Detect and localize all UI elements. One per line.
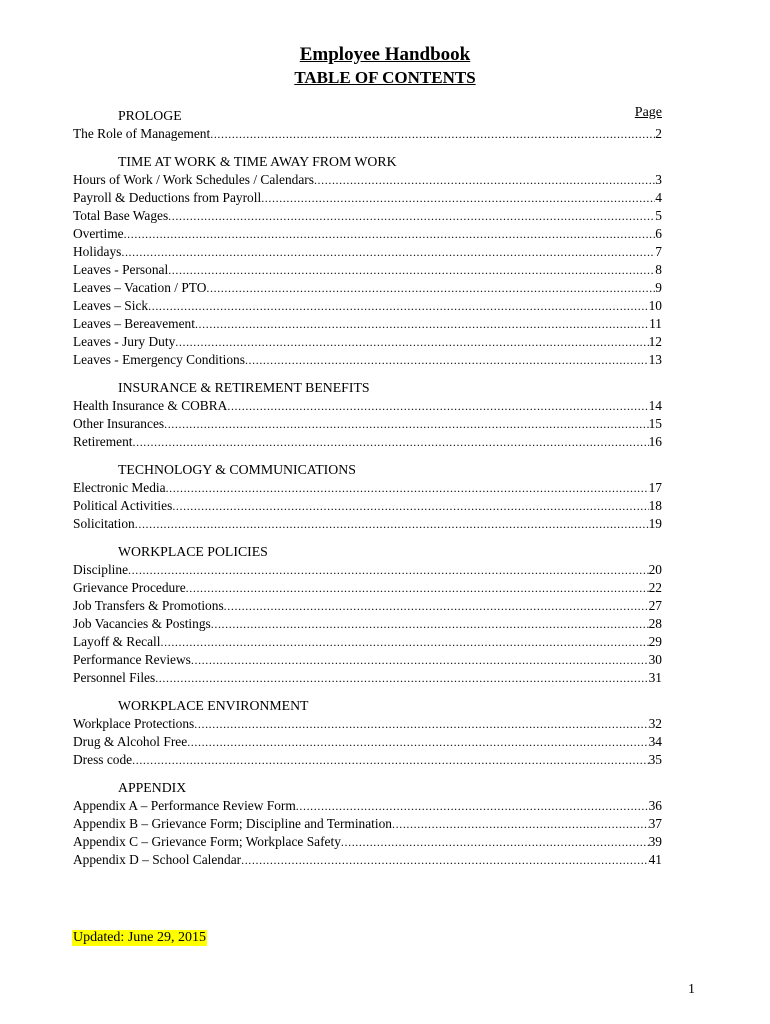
page-number: 1 xyxy=(688,982,695,997)
dot-leader xyxy=(135,515,649,533)
toc-section xyxy=(73,153,662,369)
toc-section xyxy=(73,543,662,687)
dot-leader xyxy=(175,333,648,351)
entry-page-number: 32 xyxy=(648,716,662,731)
entry-title: Leaves - Jury Duty xyxy=(73,334,176,349)
page-column-label: Page xyxy=(634,105,662,120)
dot-leader xyxy=(168,261,655,279)
entry-page-number: 12 xyxy=(648,334,662,349)
dot-leader xyxy=(128,561,649,579)
entry-title: Health Insurance & COBRA xyxy=(73,398,228,413)
dot-leader xyxy=(164,415,649,433)
entry-page-number: 28 xyxy=(648,616,662,631)
entry-title: Leaves – Vacation / PTO xyxy=(73,280,207,295)
toc-section xyxy=(73,779,662,869)
dot-leader xyxy=(186,579,649,597)
updated-date: Updated: June 29, 2015 xyxy=(73,930,206,945)
entry-page-number: 16 xyxy=(648,434,662,449)
dot-leader xyxy=(172,497,648,515)
dot-leader xyxy=(148,297,648,315)
toc-entry xyxy=(73,261,662,279)
entry-title: Grievance Procedure xyxy=(73,580,186,595)
entry-title: Appendix A – Performance Review Form xyxy=(73,798,296,813)
toc-entry xyxy=(73,279,662,297)
toc-entry xyxy=(73,579,662,597)
entry-title: Appendix C – Grievance Form; Workplace Safety xyxy=(73,834,341,849)
entry-title: Workplace Protections xyxy=(73,716,195,731)
entry-page-number: 4 xyxy=(655,190,662,205)
entry-page-number: 36 xyxy=(648,798,662,813)
toc-entry xyxy=(73,351,662,369)
entry-page-number: 14 xyxy=(648,398,662,413)
section-heading: TIME AT WORK & TIME AWAY FROM WORK xyxy=(118,154,397,169)
toc-entry xyxy=(73,315,662,333)
table-of-contents xyxy=(73,107,662,879)
section-heading: WORKPLACE ENVIRONMENT xyxy=(118,698,309,713)
section-heading: PROLOGE xyxy=(118,108,182,123)
toc-entry xyxy=(73,433,662,451)
entry-page-number: 2 xyxy=(655,126,662,141)
entry-title: Layoff & Recall xyxy=(73,634,161,649)
toc-entry xyxy=(73,225,662,243)
toc-entry xyxy=(73,651,662,669)
entry-page-number: 27 xyxy=(648,598,662,613)
dot-leader xyxy=(194,715,648,733)
toc-entry xyxy=(73,125,662,143)
toc-entry xyxy=(73,243,662,261)
entry-title: Personnel Files xyxy=(73,670,156,685)
toc-section xyxy=(73,107,662,143)
entry-title: Discipline xyxy=(73,562,129,577)
toc-section xyxy=(73,697,662,769)
entry-page-number: 8 xyxy=(655,262,662,277)
entry-page-number: 6 xyxy=(655,226,662,241)
entry-title: Leaves - Personal xyxy=(73,262,169,277)
dot-leader xyxy=(296,797,649,815)
toc-entry xyxy=(73,397,662,415)
entry-page-number: 19 xyxy=(648,516,662,531)
dot-leader xyxy=(187,733,648,751)
dot-leader xyxy=(245,351,649,369)
dot-leader xyxy=(314,171,655,189)
toc-entry xyxy=(73,479,662,497)
entry-page-number: 10 xyxy=(648,298,662,313)
entry-page-number: 20 xyxy=(648,562,662,577)
dot-leader xyxy=(121,243,655,261)
toc-entry xyxy=(73,751,662,769)
entry-title: Retirement xyxy=(73,434,133,449)
entry-page-number: 31 xyxy=(648,670,662,685)
section-heading: TECHNOLOGY & COMMUNICATIONS xyxy=(118,462,356,477)
toc-entry xyxy=(73,833,662,851)
entry-page-number: 41 xyxy=(648,852,662,867)
dot-leader xyxy=(132,751,648,769)
entry-page-number: 5 xyxy=(655,208,662,223)
toc-entry xyxy=(73,715,662,733)
toc-entry xyxy=(73,797,662,815)
dot-leader xyxy=(195,315,649,333)
dot-leader xyxy=(133,433,649,451)
entry-title: Leaves – Bereavement xyxy=(73,316,195,331)
dot-leader xyxy=(241,851,649,869)
toc-entry xyxy=(73,615,662,633)
dot-leader xyxy=(211,615,649,633)
entry-page-number: 17 xyxy=(648,480,662,495)
toc-section xyxy=(73,379,662,451)
section-heading: INSURANCE & RETIREMENT BENEFITS xyxy=(118,380,370,395)
entry-title: Appendix D – School Calendar xyxy=(73,852,242,867)
entry-page-number: 15 xyxy=(648,416,662,431)
entry-title: Payroll & Deductions from Payroll xyxy=(73,190,262,205)
entry-title: Overtime xyxy=(73,226,124,241)
toc-entry xyxy=(73,297,662,315)
entry-title: Other Insurances xyxy=(73,416,165,431)
entry-title: Total Base Wages xyxy=(73,208,169,223)
dot-leader xyxy=(210,125,655,143)
entry-page-number: 18 xyxy=(648,498,662,513)
dot-leader xyxy=(191,651,649,669)
document-title: Employee Handbook xyxy=(299,44,471,65)
dot-leader xyxy=(224,597,649,615)
entry-title: Drug & Alcohol Free xyxy=(73,734,188,749)
entry-title: The Role of Management xyxy=(73,126,211,141)
toc-entry xyxy=(73,497,662,515)
entry-title: Leaves – Sick xyxy=(73,298,149,313)
toc-entry xyxy=(73,171,662,189)
toc-entry xyxy=(73,597,662,615)
entry-page-number: 35 xyxy=(648,752,662,767)
entry-page-number: 29 xyxy=(648,634,662,649)
entry-page-number: 34 xyxy=(648,734,662,749)
entry-title: Hours of Work / Work Schedules / Calendars xyxy=(73,172,314,187)
entry-page-number: 9 xyxy=(655,280,662,295)
dot-leader xyxy=(341,833,649,851)
toc-entry xyxy=(73,561,662,579)
entry-page-number: 22 xyxy=(648,580,662,595)
section-heading: APPENDIX xyxy=(118,780,187,795)
entry-title: Dress code xyxy=(73,752,133,767)
dot-leader xyxy=(124,225,656,243)
entry-title: Holidays xyxy=(73,244,122,259)
toc-entry xyxy=(73,189,662,207)
entry-title: Performance Reviews xyxy=(73,652,191,667)
document-subtitle: TABLE OF CONTENTS xyxy=(294,68,476,87)
toc-entry xyxy=(73,515,662,533)
entry-page-number: 13 xyxy=(648,352,662,367)
entry-title: Appendix B – Grievance Form; Discipline and Termination xyxy=(73,816,393,831)
entry-title: Solicitation xyxy=(73,516,135,531)
entry-title: Political Activities xyxy=(73,498,173,513)
entry-page-number: 39 xyxy=(648,834,662,849)
dot-leader xyxy=(206,279,655,297)
entry-title: Leaves - Emergency Conditions xyxy=(73,352,245,367)
toc-entry xyxy=(73,851,662,869)
entry-page-number: 37 xyxy=(648,816,662,831)
entry-page-number: 11 xyxy=(649,316,662,331)
dot-leader xyxy=(166,479,649,497)
toc-entry xyxy=(73,669,662,687)
dot-leader xyxy=(227,397,648,415)
dot-leader xyxy=(155,669,648,687)
dot-leader xyxy=(168,207,655,225)
entry-page-number: 3 xyxy=(655,172,662,187)
toc-entry xyxy=(73,333,662,351)
toc-entry xyxy=(73,415,662,433)
dot-leader xyxy=(161,633,649,651)
dot-leader xyxy=(261,189,655,207)
entry-title: Job Transfers & Promotions xyxy=(73,598,224,613)
dot-leader xyxy=(392,815,649,833)
entry-title: Job Vacancies & Postings xyxy=(73,616,211,631)
entry-page-number: 30 xyxy=(648,652,662,667)
toc-entry xyxy=(73,633,662,651)
section-heading: WORKPLACE POLICIES xyxy=(118,544,268,559)
toc-section xyxy=(73,461,662,533)
entry-page-number: 7 xyxy=(655,244,662,259)
toc-entry xyxy=(73,815,662,833)
toc-entry xyxy=(73,207,662,225)
toc-entry xyxy=(73,733,662,751)
entry-title: Electronic Media xyxy=(73,480,166,495)
